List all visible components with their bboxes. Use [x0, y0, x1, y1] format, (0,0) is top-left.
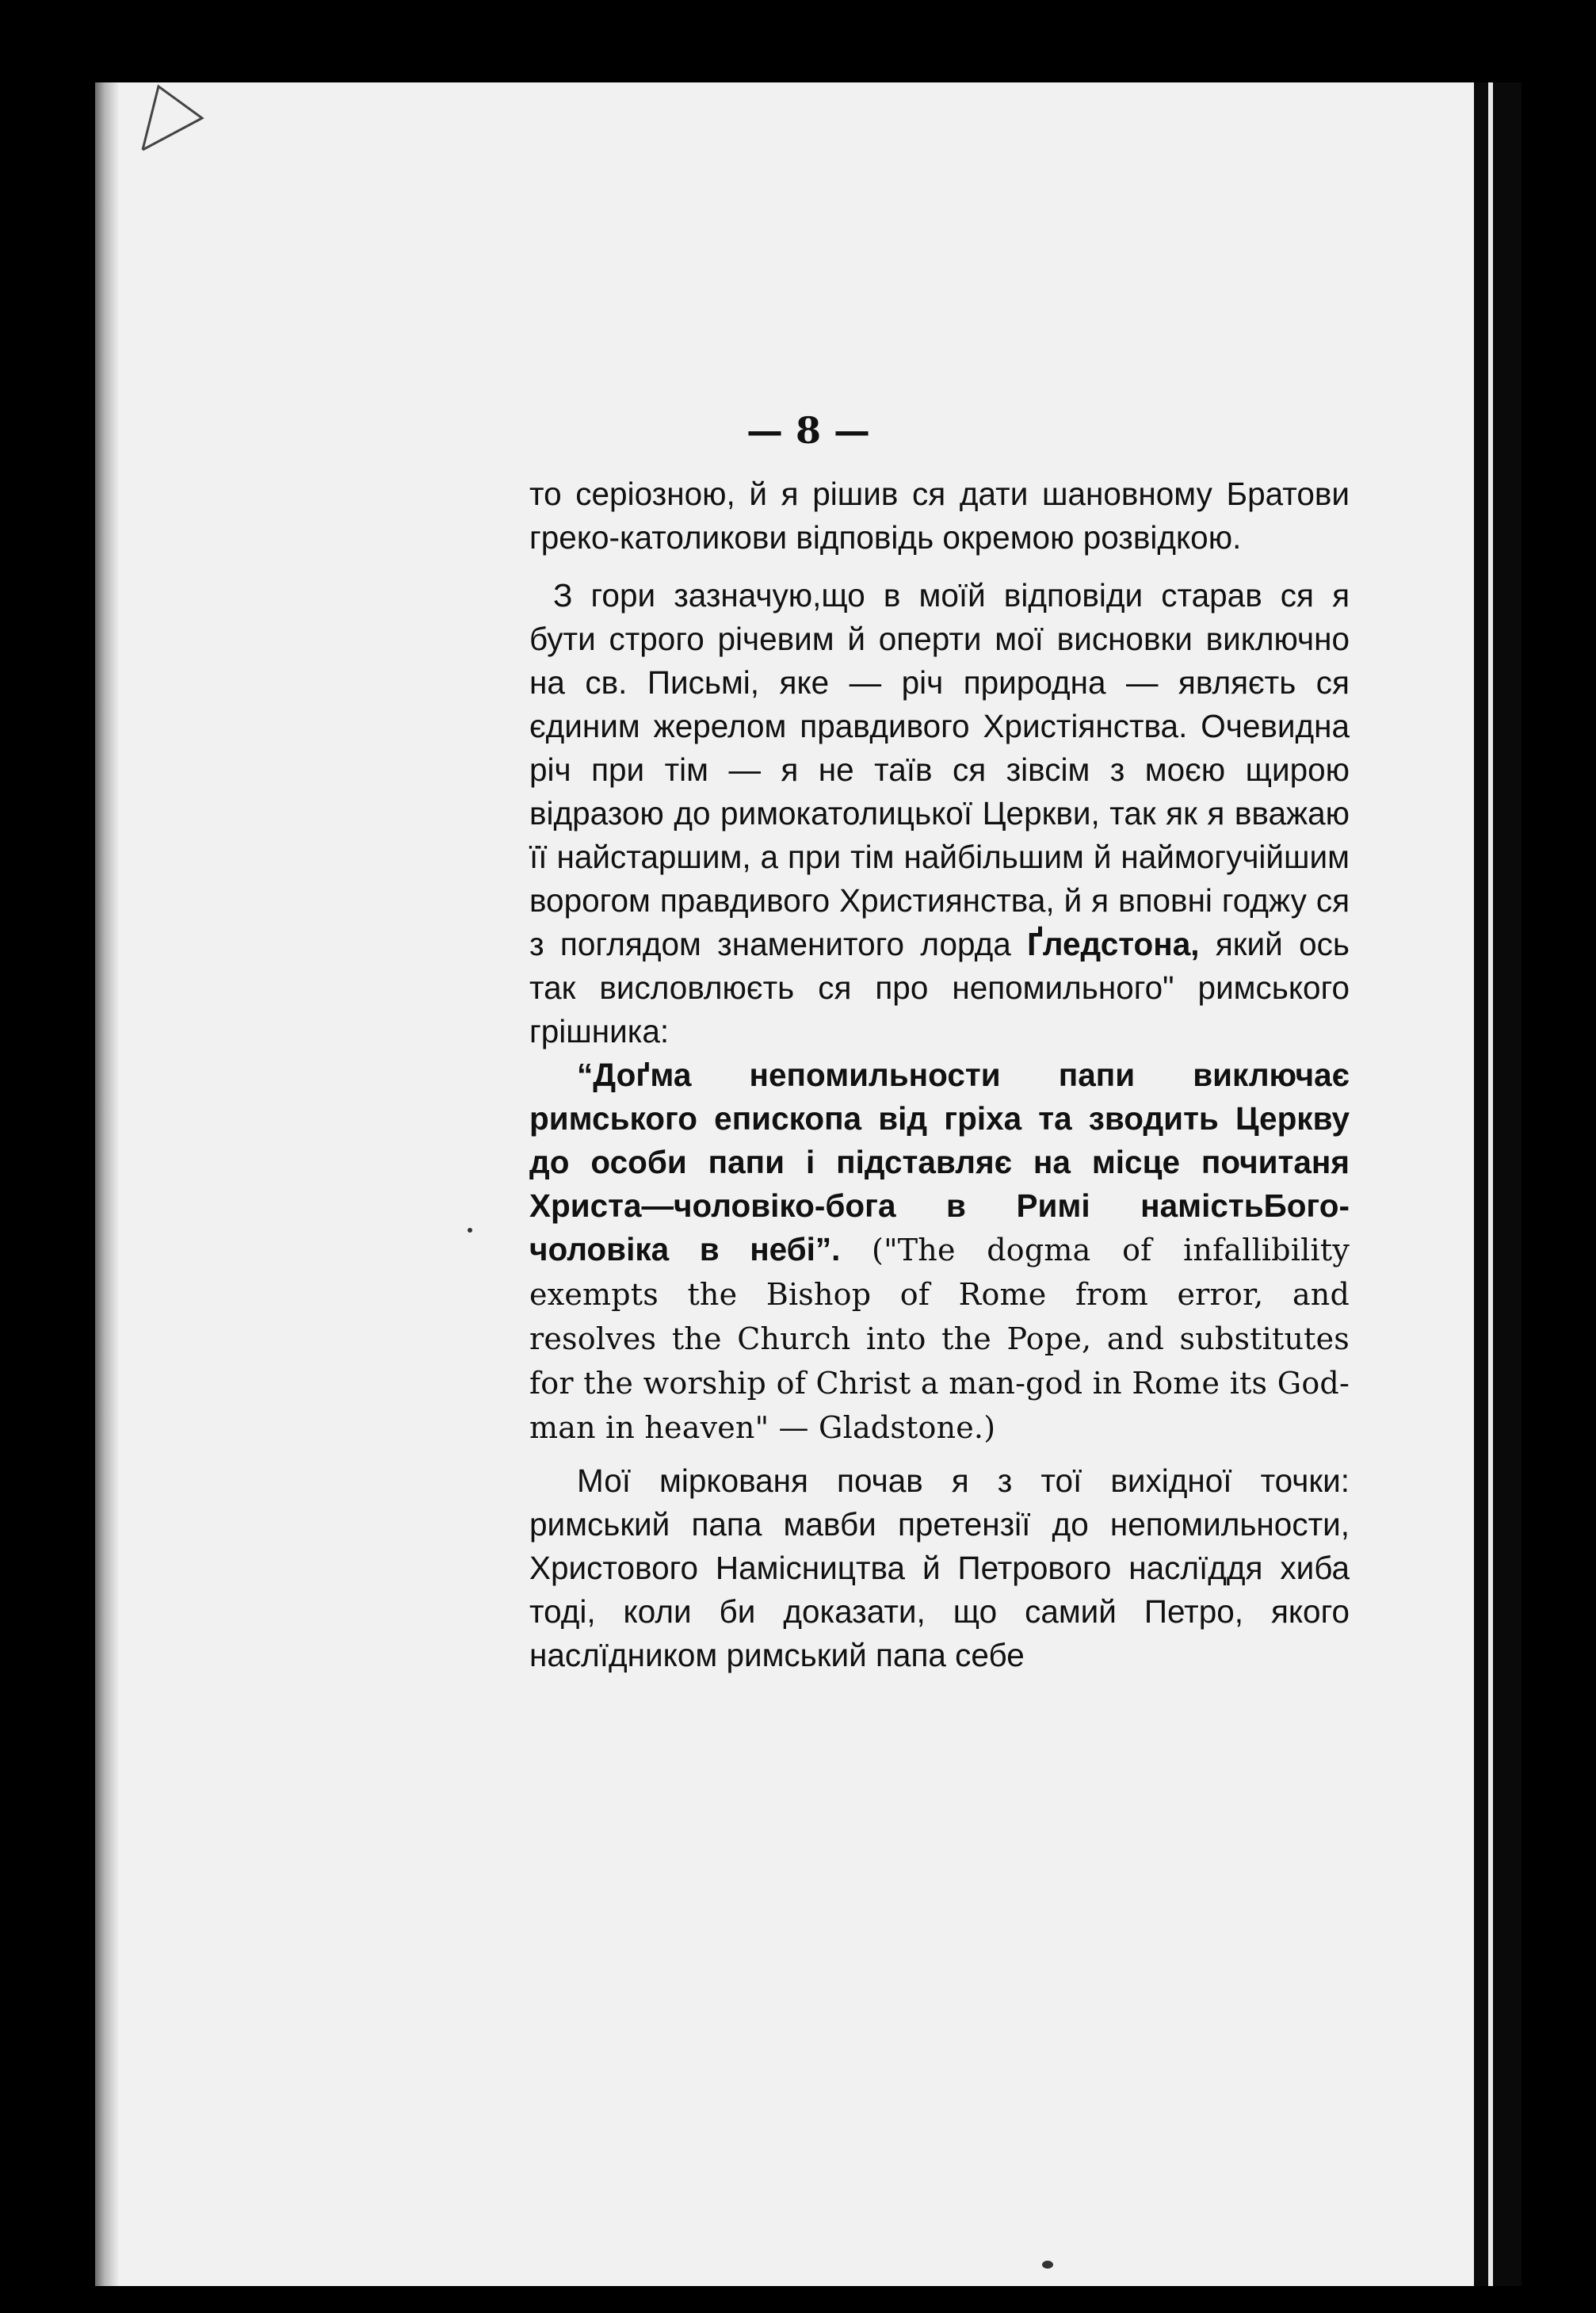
quote-ukrainian: “Доґма непомильности папи виключає римського епископа від гріха та зводить Церкву до особи папи і підставляє на місце почитаня Христа—чоловіко-бога в Римі намістьБого-чоловіка в небі”. [529, 1057, 1350, 1267]
paragraph-2-tail: який ось так висловлюєть ся про непомильного" римського грішника: [529, 926, 1350, 1049]
scan-speck [468, 1228, 472, 1233]
gladstone-name: Ґледстона, [1027, 926, 1200, 962]
body-text [529, 472, 1350, 1677]
paragraph-1-text: то серіозною, й я рішив ся дати шановному Братови греко-католикови відповідь окремою розвідкою. [529, 476, 1350, 556]
paragraph-2-text: З гори зазначую,що в моїй відповіди старав ся я бути строго річевим й оперти мої висновки виключно на св. Письмі, яке — річ природна — являєть ся єдиним жерелом правдивого Христіянства. Очевидна річ при тім — я не таїв ся зівсім з моєю щирою відразою до римокатолицької Церкви, так як я вважаю її найстаршим, а при тім найбільшим й наймогучійшим ворогом правдивого Християнства, й я вповні годжу ся з поглядом знаменитого лорда [529, 577, 1350, 962]
quote-paragraph [529, 1053, 1350, 1450]
corner-fold-mark [127, 82, 222, 154]
page-number: — 8 — [746, 409, 871, 452]
scanned-page [95, 82, 1522, 2286]
quote-english: ("The dogma of infallibility exempts the Bishop of Rome from error, and resolves the Church into the Pope, and substitutes for the worship of Christ a man-god in Rome its God-man in heaven" — Gladstone.) [529, 1233, 1350, 1445]
paragraph-4-text: Мої міркованя почав я з тої вихідної точки: римський папа мавби претензії до непомильности, Христового Намісництва й Петрового наслїддя хиба тоді, коли би доказати, що самий Петро, якого наслїдником римський папа себе [529, 1462, 1350, 1673]
scan-speck [1042, 2261, 1053, 2269]
paragraph-2 [529, 574, 1350, 1053]
paragraph-1 [529, 472, 1350, 560]
paragraph-4 [529, 1459, 1350, 1677]
